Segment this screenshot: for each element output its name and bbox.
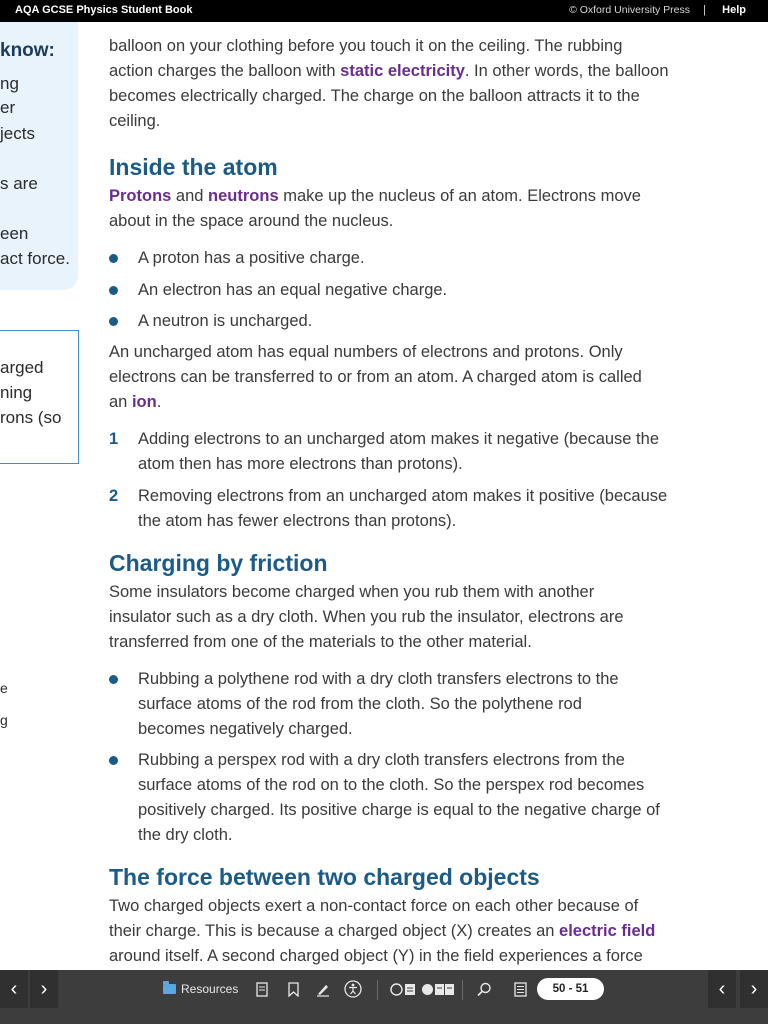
- keyword-ion[interactable]: ion: [131, 393, 157, 411]
- margin-line: er: [0, 98, 16, 117]
- ion-paragraph: [109, 340, 649, 415]
- toolbar-divider: [462, 980, 463, 1000]
- margin-line: act force.: [0, 249, 70, 268]
- bullet-icon: [109, 756, 118, 765]
- toolbar-divider: [377, 980, 378, 1000]
- margin-stray-char: g: [0, 712, 8, 728]
- bullet-icon: [109, 675, 118, 684]
- page-number-input[interactable]: 50 - 51: [537, 978, 604, 1000]
- atom-text: and: [171, 187, 209, 205]
- margin-line: ning: [0, 383, 33, 402]
- top-bar: [0, 0, 768, 22]
- bottom-toolbar: [0, 970, 768, 1024]
- margin-line: een: [0, 224, 29, 243]
- ion-text: .: [156, 393, 162, 411]
- key-points-title: know:: [0, 40, 55, 61]
- margin-line: arged: [0, 358, 44, 377]
- margin-line: jects: [0, 124, 35, 143]
- bullet-icon: [109, 286, 118, 295]
- bullet-icon: [109, 317, 118, 326]
- atom-text: make up the nucleus of an atom. Electrons move about in the space around the nucleus.: [109, 187, 641, 230]
- item-number: 2: [109, 487, 119, 505]
- bullet-icon: [109, 254, 118, 263]
- notes-icon[interactable]: [256, 982, 268, 997]
- right-prev-page-button[interactable]: ‹: [708, 970, 736, 1008]
- margin-stray-char: e: [0, 680, 8, 696]
- list-item-text: Rubbing a polythene rod with a dry cloth transfers electrons to the surface atoms of the rod from the cloth. So the polythene rod becomes negatively charged.: [138, 670, 619, 738]
- heading-force-between-charged-objects: The force between two charged objects: [109, 864, 540, 890]
- accessibility-icon[interactable]: [344, 980, 362, 998]
- force-paragraph: [109, 894, 669, 969]
- intro-paragraph: [109, 34, 669, 134]
- single-page-view-icon[interactable]: [390, 982, 416, 997]
- force-text: Two charged objects exert a non-contact force on each other because of their charge. This is because a charged object (X) creates an: [109, 897, 639, 940]
- help-link[interactable]: Help: [722, 4, 746, 16]
- list-item-text: An electron has an equal negative charge.: [138, 281, 448, 299]
- numbered-item-text: Adding electrons to an uncharged atom makes it negative (because the atom then has more electrons than protons).: [138, 430, 659, 473]
- friction-paragraph: Some insulators become charged when you rub them with another insulator such as a dry cloth. When you rub the insulator, electrons are transferred from one of the materials to the other material.: [109, 583, 624, 651]
- book-title: AQA GCSE Physics Student Book: [15, 4, 193, 16]
- item-number: 1: [109, 430, 119, 448]
- intro-text: . In other words, the balloon becomes electrically charged. The charge on the balloon attracts it to the ceiling.: [109, 62, 669, 130]
- keyword-static-electricity[interactable]: static electricity: [340, 62, 465, 80]
- heading-inside-the-atom: Inside the atom: [109, 154, 278, 180]
- list-item-text: A neutron is uncharged.: [138, 312, 313, 330]
- pen-icon[interactable]: [316, 982, 330, 997]
- double-page-view-icon[interactable]: [421, 982, 455, 997]
- margin-line: s are: [0, 174, 38, 193]
- right-next-page-button[interactable]: ›: [740, 970, 768, 1008]
- numbered-item-text: Removing electrons from an uncharged atom makes it positive (because the atom has fewer electrons than protons).: [138, 487, 668, 530]
- list-item-text: Rubbing a perspex rod with a dry cloth transfers electrons from the surface atoms of the rod on to the cloth. So the perspex rod becomes positively charged. Its positive charge is equal to the negative charge of the dry cloth.: [138, 751, 660, 844]
- topbar-divider: |: [703, 4, 706, 16]
- intro-text: balloon on your clothing before you touch it on the ceiling. The rubbing action charges the balloon with: [109, 37, 623, 80]
- force-text: around itself. A second charged object (Y) in the field experiences a force: [109, 947, 643, 965]
- prev-page-button[interactable]: ‹: [0, 970, 28, 1008]
- zoom-icon[interactable]: [477, 982, 492, 997]
- copyright-notice: © Oxford University Press: [569, 4, 690, 16]
- folder-icon: [163, 984, 176, 994]
- contents-icon[interactable]: [514, 982, 527, 997]
- keyword-electric-field[interactable]: electric field: [559, 922, 656, 940]
- margin-line: rons (so: [0, 408, 62, 427]
- keyword-protons[interactable]: Protons: [109, 187, 172, 205]
- resources-button[interactable]: Resources: [181, 982, 239, 996]
- heading-charging-by-friction: Charging by friction: [109, 550, 328, 576]
- next-page-button[interactable]: ›: [30, 970, 58, 1008]
- keyword-neutrons[interactable]: neutrons: [208, 187, 279, 205]
- margin-line: ng: [0, 74, 19, 93]
- bookmark-icon[interactable]: [288, 982, 299, 997]
- atom-paragraph: [109, 184, 669, 234]
- list-item-text: A proton has a positive charge.: [138, 249, 365, 267]
- ion-text: An uncharged atom has equal numbers of electrons and protons. Only electrons can be transferred to or from an atom. A charged atom is called an: [109, 343, 642, 411]
